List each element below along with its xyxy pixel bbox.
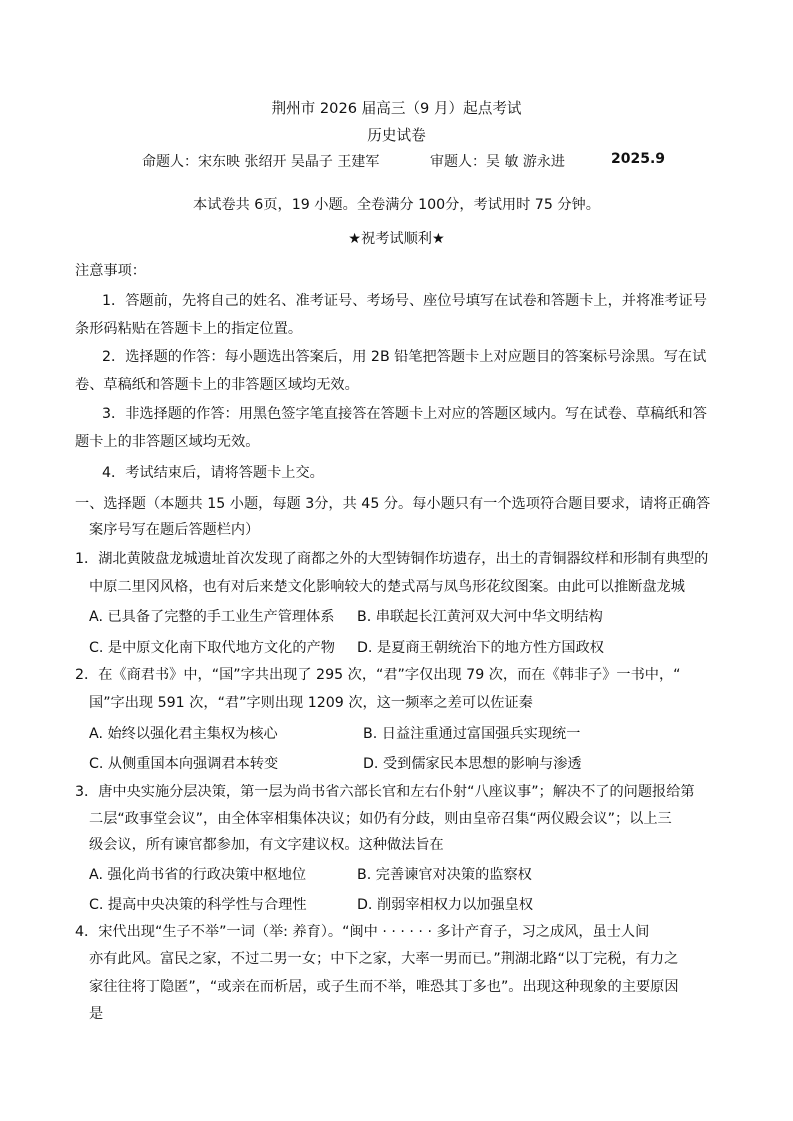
note-line: 2．选择题的作答：每小题选出答案后，用 2B 铅笔把答题卡上对应题目的答案标号涂黑。写在试: [102, 349, 707, 365]
exam-reviewers: 审题人：吴 敏 游永进: [430, 154, 565, 170]
section-heading-cont: 案序号写在题后答题栏内）: [89, 522, 260, 538]
question-2-option-d: D. 受到儒家民本思想的影响与渗透: [363, 756, 582, 772]
note-line: 4．考试结束后，请将答题卡上交。: [102, 465, 324, 481]
question-3-text: 二层“政事堂会议”，由全体宰相集体决议；如仍有分歧，则由皇帝召集“两仪殿会议”；以上三: [89, 811, 672, 827]
question-2-option-c: C. 从侧重国本向强调君本转变: [89, 756, 279, 772]
exam-title: 荆州市 2026 届高三（9 月）起点考试: [271, 100, 522, 117]
note-line: 卷、草稿纸和答题卡上的非答题区域均无效。: [75, 377, 359, 393]
notes-heading: 注意事项：: [75, 263, 146, 279]
question-1-option-c: C. 是中原文化南下取代地方文化的产物: [89, 640, 335, 656]
exam-subject: 历史试卷: [367, 127, 426, 144]
question-1-option-b: B. 串联起长江黄河双大河中华文明结构: [357, 609, 603, 625]
question-3-text: 3．唐中央实施分层决策，第一层为尚书省六部长官和左右仆射“八座议事”；解决不了的问题报给第: [75, 784, 695, 800]
question-3-option-d: D. 削弱宰相权力以加强皇权: [357, 897, 534, 913]
note-line: 题卡上的非答题区域均无效。: [75, 434, 260, 450]
question-4-text: 亦有此风。富民之家，不过二男一女；中下之家，大率一男而已。”荆湖北路“以丁完税，有力之: [89, 951, 679, 967]
question-2-text: 国”字出现 591 次，“君”字则出现 1209 次，这一频率之差可以佐证秦: [89, 695, 533, 711]
note-line: 3．非选择题的作答：用黑色签字笔直接答在答题卡上对应的答题区域内。写在试卷、草稿纸和答: [102, 406, 707, 422]
question-2-option-a: A. 始终以强化君主集权为核心: [89, 726, 278, 742]
exam-authors: 命题人：宋东映 张绍开 吴晶子 王建军: [142, 154, 380, 170]
question-1-text: 中原二里冈风格，也有对后来楚文化影响较大的楚式鬲与凤鸟形花纹图案。由此可以推断盘龙城: [89, 579, 685, 595]
question-3-text: 级会议，所有谏官都参加，有文字建议权。这种做法旨在: [89, 837, 444, 853]
question-4-text: 4．宋代出现“生子不举”一词（举: 养育）。“闽中 · · · · · · 多计产育子，习之成风，虽士人间: [75, 924, 650, 940]
note-line: 条形码粘贴在答题卡上的指定位置。: [75, 321, 303, 337]
question-4-text: 家往往将丁隐匿”，“或亲在而析居，或子生而不举，唯恐其丁多也”。出现这种现象的主要原因: [89, 979, 679, 995]
question-4-text: 是: [89, 1006, 104, 1022]
exam-date: 2025.9: [611, 151, 666, 167]
question-1-option-d: D. 是夏商王朝统治下的地方性方国政权: [357, 640, 604, 656]
question-1-option-a: A. 已具备了完整的手工业生产管理体系: [89, 609, 335, 625]
question-3-option-b: B. 完善谏官对决策的监察权: [357, 867, 532, 883]
question-2-option-b: B. 日益注重通过富国强兵实现统一: [363, 726, 581, 742]
question-3-option-c: C. 提高中央决策的科学性与合理性: [89, 897, 307, 913]
question-2-text: 2．在《商君书》中，“国”字共出现了 295 次，“君”字仅出现 79 次，而在《韩非子》一书中，“: [75, 667, 681, 683]
exam-summary: 本试卷共 6页，19 小题。全卷满分 100分，考试用时 75 分钟。: [193, 197, 600, 213]
blessing-line: ★祝考试顺利★: [348, 231, 445, 247]
note-line: 1．答题前，先将自己的姓名、准考证号、考场号、座位号填写在试卷和答题卡上，并将准考证号: [102, 293, 707, 309]
question-3-option-a: A. 强化尚书省的行政决策中枢地位: [89, 867, 307, 883]
question-1-text: 1．湖北黄陂盘龙城遗址首次发现了商都之外的大型铸铜作坊遗存，出土的青铜器纹样和形制有典型的: [75, 551, 709, 567]
section-heading: 一、选择题（本题共 15 小题，每题 3分，共 45 分。每小题只有一个选项符合题目要求，请将正确答: [75, 496, 711, 512]
